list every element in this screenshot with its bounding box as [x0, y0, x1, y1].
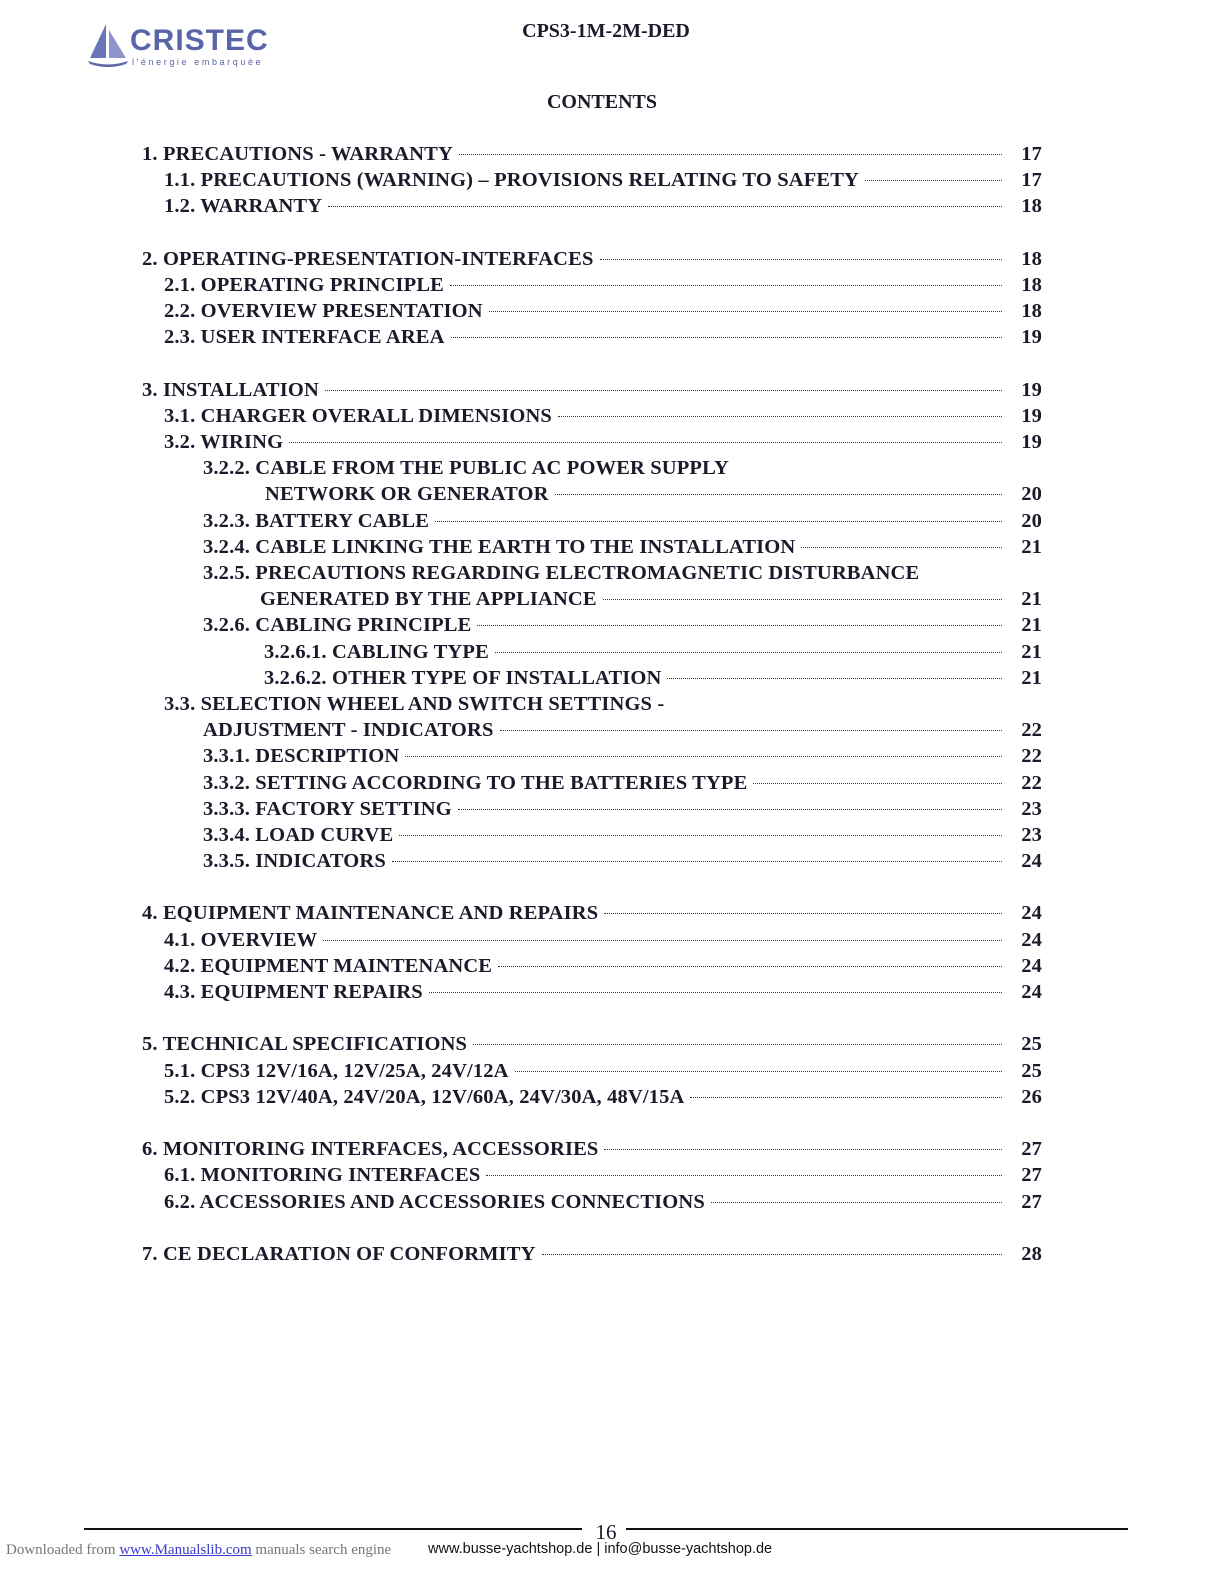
toc-entry-title: 1.2. WARRANTY	[164, 195, 323, 218]
toc-page-number: 24	[1021, 954, 1042, 977]
leader-dots	[477, 624, 1002, 626]
brand-tagline: l'énergie embarquée	[132, 57, 264, 67]
toc-entry-continuation[interactable]	[142, 586, 1042, 612]
toc-page-number: 17	[1021, 169, 1042, 192]
toc-page-number: 27	[1021, 1138, 1042, 1161]
toc-entry[interactable]	[142, 770, 1042, 796]
leader-dots	[542, 1253, 1002, 1255]
toc-entry-title: 3.2.5. PRECAUTIONS REGARDING ELECTROMAGNETIC DISTURBANCE	[203, 562, 920, 584]
toc-page-number: 20	[1021, 509, 1042, 532]
table-of-contents	[142, 141, 1042, 1267]
leader-dots	[865, 179, 1002, 181]
toc-entry-title: 3.3.1. DESCRIPTION	[203, 745, 400, 768]
toc-entry[interactable]	[142, 1058, 1042, 1084]
toc-entry[interactable]	[142, 193, 1042, 219]
toc-page-number: 24	[1021, 928, 1042, 951]
toc-entry-title: 3.2.6. CABLING PRINCIPLE	[203, 614, 472, 637]
toc-entry-title: 7. CE DECLARATION OF CONFORMITY	[142, 1242, 536, 1265]
toc-entry[interactable]	[142, 429, 1042, 455]
toc-entry-title: 3.2.4. CABLE LINKING THE EARTH TO THE INSTALLATION	[203, 535, 796, 558]
leader-dots	[323, 939, 1002, 941]
leader-dots	[429, 991, 1002, 993]
toc-entry-title: 2.1. OPERATING PRINCIPLE	[164, 273, 444, 296]
toc-page-number: 22	[1021, 745, 1042, 768]
toc-entry-title: 3.2.6.1. CABLING TYPE	[264, 640, 489, 663]
leader-dots	[451, 336, 1002, 338]
leader-dots	[801, 546, 1002, 548]
toc-entry[interactable]	[142, 822, 1042, 848]
toc-entry-title: 2.3. USER INTERFACE AREA	[164, 326, 445, 349]
toc-entry-title: 3.2.6.2. OTHER TYPE OF INSTALLATION	[264, 666, 662, 689]
toc-entry-continuation[interactable]	[142, 717, 1042, 743]
toc-entry[interactable]	[142, 743, 1042, 769]
toc-entry-title: 6.2. ACCESSORIES AND ACCESSORIES CONNECTIONS	[164, 1190, 705, 1213]
toc-page-number: 19	[1021, 404, 1042, 427]
toc-entry[interactable]	[142, 1162, 1042, 1188]
contents-heading: CONTENTS	[546, 91, 658, 113]
leader-dots	[711, 1201, 1002, 1203]
toc-entry-title: 4.2. EQUIPMENT MAINTENANCE	[164, 954, 493, 977]
toc-entry[interactable]	[142, 560, 1042, 586]
toc-entry[interactable]	[142, 979, 1042, 1005]
manualslib-link[interactable]: www.Manualslib.com	[119, 1542, 252, 1558]
toc-entry[interactable]	[142, 639, 1042, 665]
toc-entry[interactable]	[142, 953, 1042, 979]
toc-entry[interactable]	[142, 927, 1042, 953]
download-prefix: Downloaded from	[6, 1542, 116, 1558]
toc-entry-title: 4. EQUIPMENT MAINTENANCE AND REPAIRS	[142, 902, 599, 925]
toc-page-number: 22	[1021, 719, 1042, 742]
toc-entry[interactable]	[142, 167, 1042, 193]
toc-entry[interactable]	[142, 1136, 1042, 1162]
toc-page-number: 17	[1021, 143, 1042, 165]
leader-dots	[328, 205, 1002, 207]
toc-page-number: 26	[1021, 1085, 1042, 1108]
toc-entry[interactable]	[142, 272, 1042, 298]
toc-entry[interactable]	[142, 246, 1042, 272]
leader-dots	[555, 493, 1002, 495]
leader-dots	[399, 834, 1002, 836]
leader-dots	[392, 860, 1002, 862]
leader-dots	[495, 651, 1002, 653]
toc-entry-title: 3.3. SELECTION WHEEL AND SWITCH SETTINGS -	[164, 692, 665, 715]
toc-entry[interactable]	[142, 796, 1042, 822]
toc-page-number: 25	[1021, 1033, 1042, 1056]
toc-entry-title: GENERATED BY THE APPLIANCE	[260, 588, 597, 611]
toc-entry-title: 3.2. WIRING	[164, 431, 284, 454]
toc-page-number: 19	[1021, 431, 1042, 454]
toc-entry-title: 3.3.3. FACTORY SETTING	[203, 797, 452, 820]
toc-page-number: 23	[1021, 797, 1042, 820]
toc-page-number: 22	[1021, 771, 1042, 794]
document-title: CPS3-1M-2M-DED	[522, 20, 690, 42]
toc-page-number: 18	[1021, 300, 1042, 323]
leader-dots	[325, 389, 1002, 391]
shop-contact: www.busse-yachtshop.de | info@busse-yachtshop.de	[428, 1541, 773, 1557]
leader-dots	[515, 1070, 1002, 1072]
toc-entry-title: NETWORK OR GENERATOR	[265, 483, 549, 506]
toc-entry[interactable]	[142, 298, 1042, 324]
leader-dots	[667, 677, 1002, 679]
toc-entry-title: 5. TECHNICAL SPECIFICATIONS	[142, 1033, 468, 1056]
toc-entry-continuation[interactable]	[142, 481, 1042, 507]
leader-dots	[435, 520, 1002, 522]
toc-entry[interactable]	[142, 612, 1042, 638]
toc-entry-title: 2.2. OVERVIEW PRESENTATION	[164, 300, 483, 323]
toc-entry[interactable]	[142, 900, 1042, 926]
toc-page-number: 18	[1021, 195, 1042, 218]
toc-entry-title: 3.3.4. LOAD CURVE	[203, 823, 394, 846]
toc-entry-title: 3.2.2. CABLE FROM THE PUBLIC AC POWER SUPPLY	[203, 457, 729, 480]
toc-page-number: 20	[1021, 483, 1042, 506]
toc-entry-title: 3.2.3. BATTERY CABLE	[203, 509, 430, 532]
toc-entry[interactable]	[142, 665, 1042, 691]
toc-entry-title: 4.3. EQUIPMENT REPAIRS	[164, 981, 423, 1003]
toc-page-number: 27	[1021, 1164, 1042, 1187]
toc-page-number: 23	[1021, 823, 1042, 846]
leader-dots	[498, 965, 1002, 967]
toc-entry[interactable]	[142, 377, 1042, 403]
toc-entry[interactable]	[142, 324, 1042, 350]
toc-entry-title: 1.1. PRECAUTIONS (WARNING) – PROVISIONS RELATING TO SAFETY	[164, 169, 859, 192]
toc-page-number: 28	[1021, 1242, 1042, 1265]
toc-entry-title: 1. PRECAUTIONS - WARRANTY	[142, 143, 453, 165]
toc-page-number: 21	[1021, 535, 1042, 558]
leader-dots	[450, 284, 1002, 286]
page-number: 16	[595, 1520, 617, 1544]
toc-entry[interactable]	[142, 1241, 1042, 1267]
leader-dots	[558, 415, 1002, 417]
toc-entry-title: 5.2. CPS3 12V/40A, 24V/20A, 12V/60A, 24V/30A, 48V/15A	[164, 1085, 685, 1108]
leader-dots	[604, 1148, 1002, 1150]
toc-entry[interactable]	[142, 508, 1042, 534]
toc-entry[interactable]	[142, 848, 1042, 874]
toc-entry-title: 2. OPERATING-PRESENTATION-INTERFACES	[142, 247, 594, 270]
toc-page-number: 24	[1021, 902, 1042, 925]
toc-entry[interactable]	[142, 1084, 1042, 1110]
toc-page-number: 21	[1021, 640, 1042, 663]
toc-page-number: 19	[1021, 326, 1042, 349]
download-note	[6, 1542, 391, 1559]
toc-entry-title: ADJUSTMENT - INDICATORS	[203, 719, 494, 742]
toc-entry[interactable]	[142, 455, 1042, 481]
toc-entry-title: 3.3.2. SETTING ACCORDING TO THE BATTERIES TYPE	[203, 771, 748, 794]
toc-page-number: 18	[1021, 273, 1042, 296]
toc-page-number: 25	[1021, 1059, 1042, 1082]
toc-entry[interactable]	[142, 141, 1042, 167]
toc-entry[interactable]	[142, 403, 1042, 429]
brand-name: CRISTEC	[130, 24, 269, 57]
toc-entry-title: 6. MONITORING INTERFACES, ACCESSORIES	[142, 1138, 599, 1161]
toc-entry-title: 6.1. MONITORING INTERFACES	[164, 1164, 481, 1187]
toc-entry[interactable]	[142, 534, 1042, 560]
leader-dots	[603, 598, 1002, 600]
toc-entry-title: 3. INSTALLATION	[142, 378, 319, 401]
toc-page-number: 27	[1021, 1190, 1042, 1213]
leader-dots	[690, 1096, 1002, 1098]
toc-page-number: 18	[1021, 247, 1042, 270]
leader-dots	[500, 729, 1003, 731]
toc-page-number: 21	[1021, 588, 1042, 611]
leader-dots	[473, 1043, 1002, 1045]
toc-entry-title: 3.1. CHARGER OVERALL DIMENSIONS	[164, 404, 552, 427]
toc-entry[interactable]	[142, 1189, 1042, 1215]
leader-dots	[753, 782, 1002, 784]
toc-page-number: 24	[1021, 981, 1042, 1003]
leader-dots	[405, 755, 1002, 757]
download-suffix: manuals search engine	[255, 1542, 392, 1558]
toc-entry-title: 3.3.5. INDICATORS	[203, 850, 386, 873]
leader-dots	[489, 310, 1002, 312]
toc-page-number: 21	[1021, 614, 1042, 637]
toc-entry[interactable]	[142, 691, 1042, 717]
leader-dots	[459, 153, 1002, 155]
toc-entry[interactable]	[142, 1031, 1042, 1057]
leader-dots	[600, 258, 1002, 260]
leader-dots	[289, 441, 1002, 443]
toc-page-number: 19	[1021, 378, 1042, 401]
toc-entry-title: 5.1. CPS3 12V/16A, 12V/25A, 24V/12A	[164, 1059, 509, 1082]
toc-entry-title: 4.1. OVERVIEW	[164, 928, 318, 951]
leader-dots	[458, 808, 1002, 810]
toc-page-number: 21	[1021, 666, 1042, 689]
leader-dots	[604, 912, 1002, 914]
leader-dots	[486, 1174, 1002, 1176]
toc-page-number: 24	[1021, 850, 1042, 873]
